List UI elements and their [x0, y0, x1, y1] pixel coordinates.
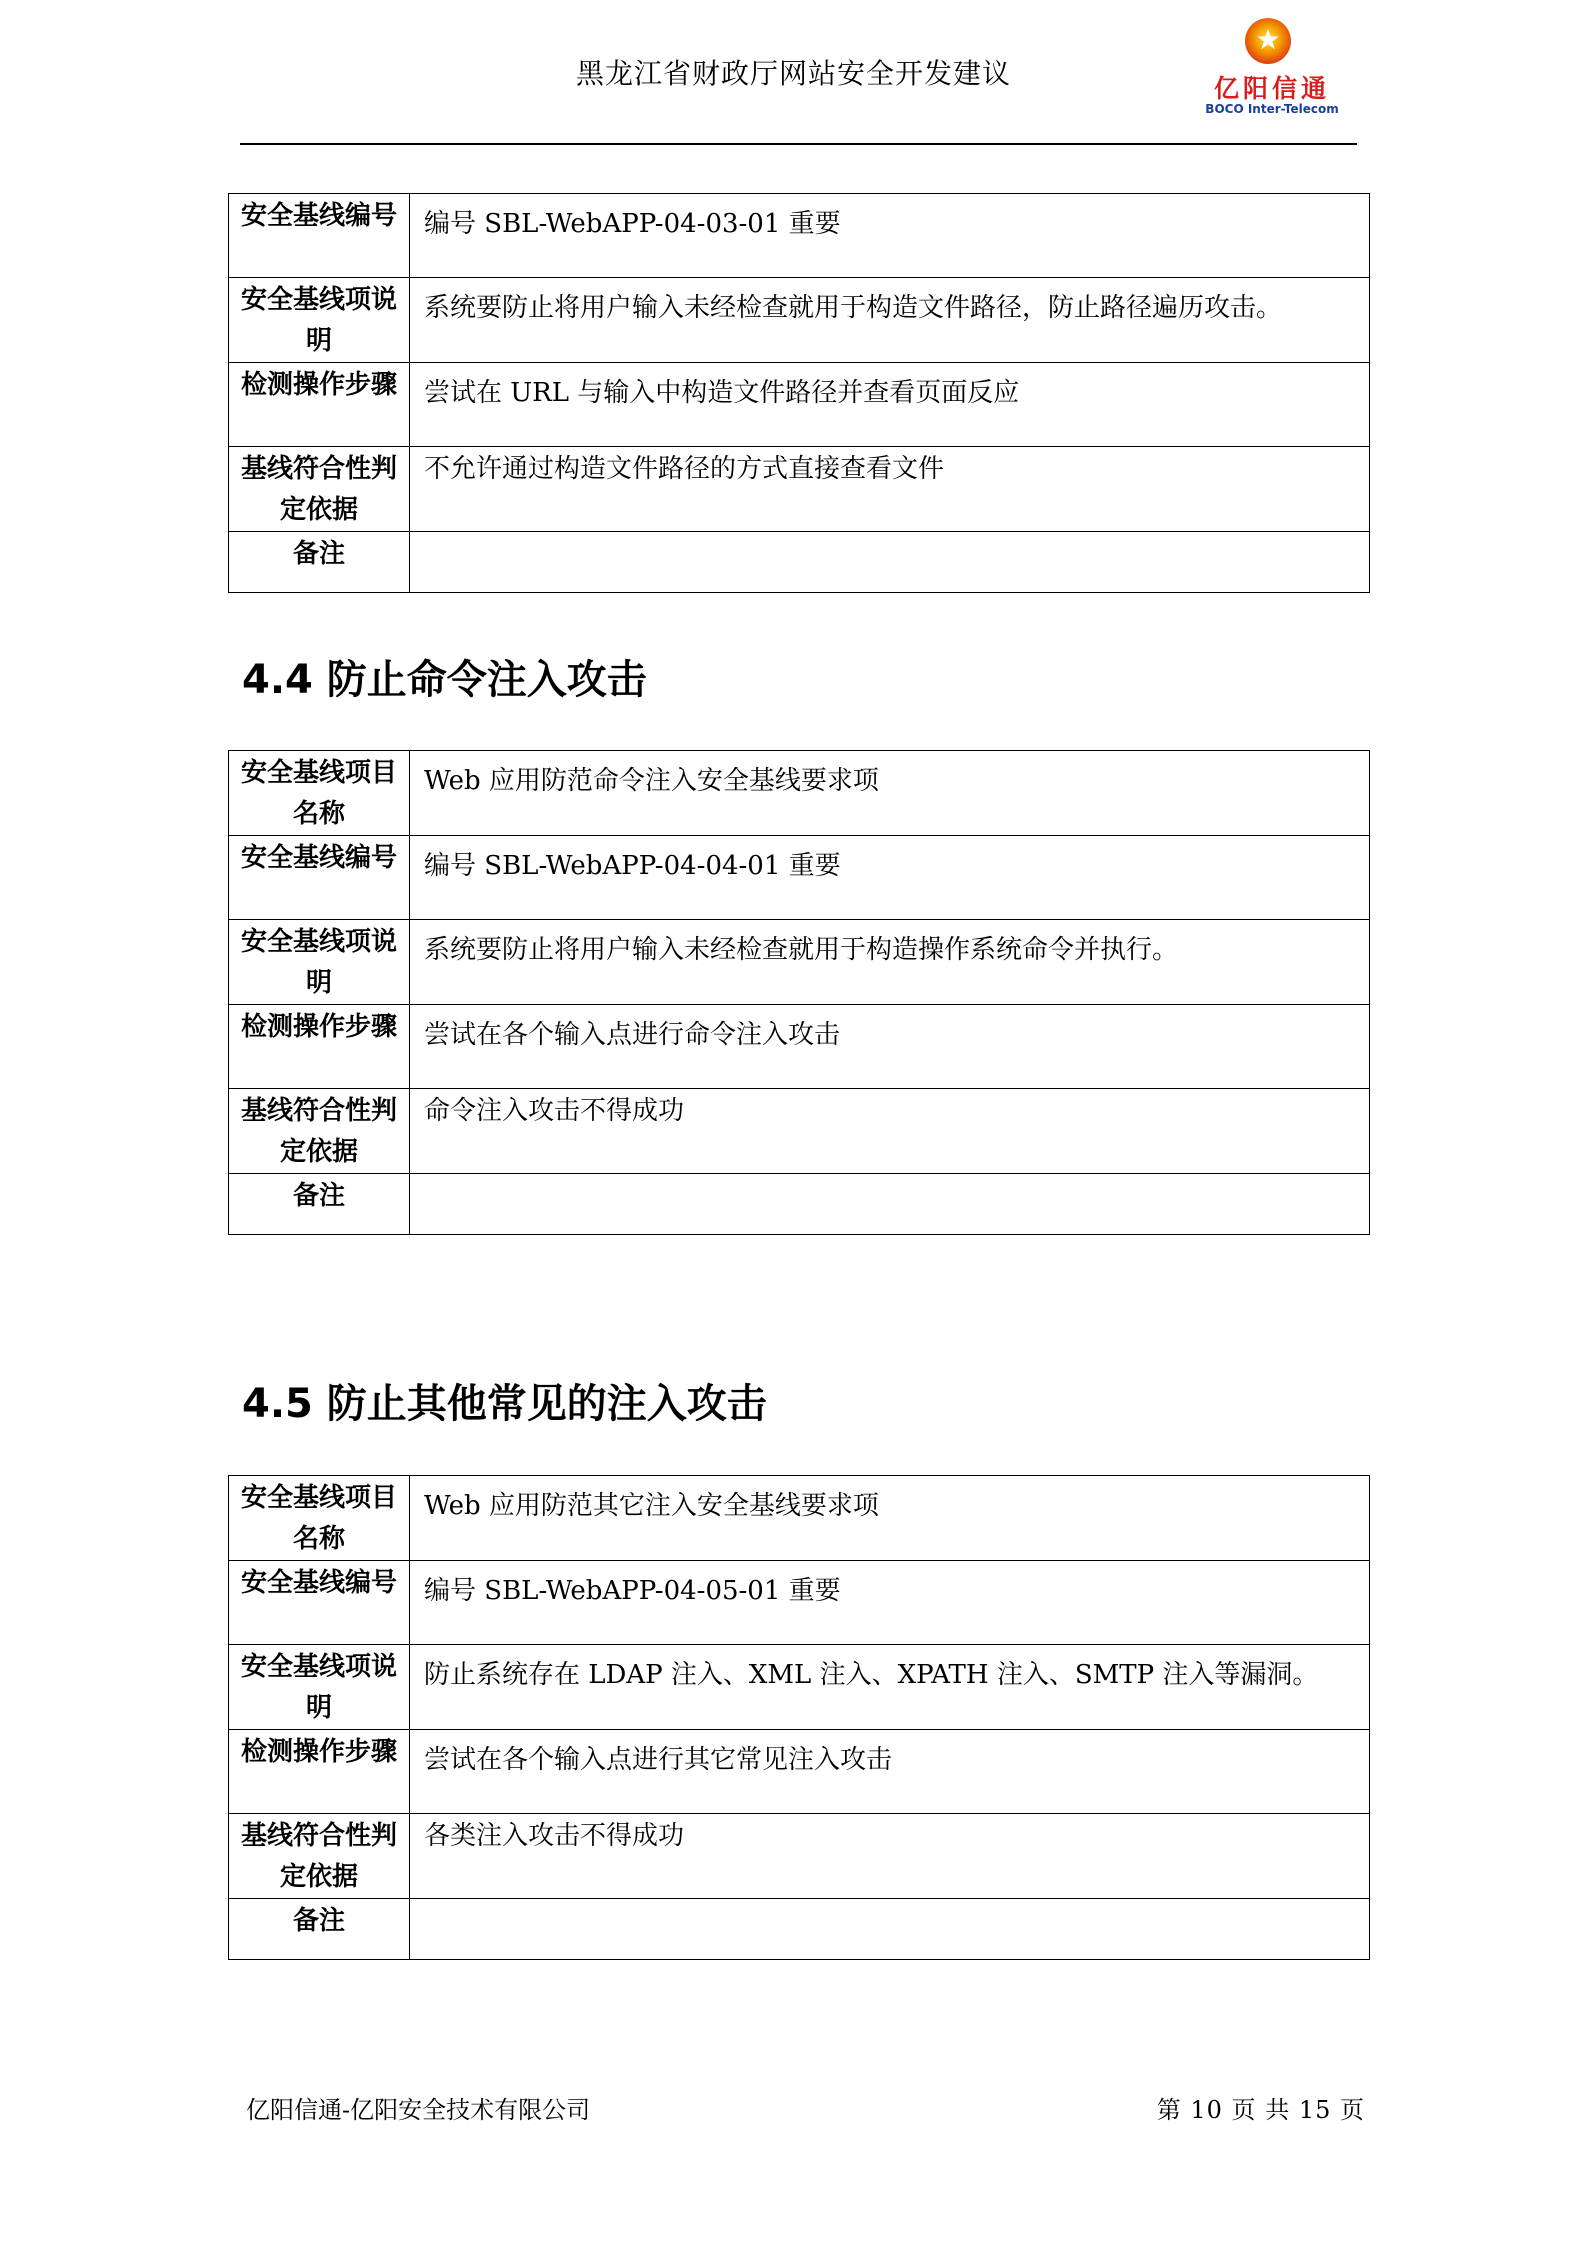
logo-star-emblem-icon: ★ — [1245, 18, 1291, 64]
row-label: 安全基线项说明 — [229, 278, 410, 363]
table-row — [229, 1645, 1370, 1730]
row-value: 编号 SBL-WebAPP-04-03-01 重要 — [410, 194, 1370, 278]
row-label: 安全基线项目名称 — [229, 1476, 410, 1561]
section-heading-4-5: 4.5 防止其他常见的注入攻击 — [242, 1381, 767, 1427]
row-label: 检测操作步骤 — [229, 1005, 410, 1089]
baseline-table-path-traversal — [228, 193, 1370, 593]
footer-page-number: 第 10 页 共 15 页 — [1156, 2096, 1365, 2124]
row-value: 尝试在 URL 与输入中构造文件路径并查看页面反应 — [410, 363, 1370, 447]
row-label: 基线符合性判定依据 — [229, 447, 410, 532]
table-row — [229, 1476, 1370, 1561]
table-row — [229, 1730, 1370, 1814]
company-logo — [1195, 12, 1345, 122]
row-label: 备注 — [229, 1174, 410, 1235]
row-value: 编号 SBL-WebAPP-04-05-01 重要 — [410, 1561, 1370, 1645]
row-value: 尝试在各个输入点进行其它常见注入攻击 — [410, 1730, 1370, 1814]
table-row — [229, 1005, 1370, 1089]
table-row — [229, 363, 1370, 447]
baseline-table-command-injection — [228, 750, 1370, 1235]
row-value: 各类注入攻击不得成功 — [410, 1814, 1370, 1899]
footer-company: 亿阳信通-亿阳安全技术有限公司 — [246, 2096, 591, 2124]
row-value: 系统要防止将用户输入未经检查就用于构造操作系统命令并执行。 — [410, 920, 1370, 1005]
row-value: 不允许通过构造文件路径的方式直接查看文件 — [410, 447, 1370, 532]
row-label: 基线符合性判定依据 — [229, 1814, 410, 1899]
table-row — [229, 447, 1370, 532]
row-label: 备注 — [229, 1899, 410, 1960]
row-value: 命令注入攻击不得成功 — [410, 1089, 1370, 1174]
table-row — [229, 1561, 1370, 1645]
logo-text-en: BOCO Inter-Telecom — [1205, 102, 1339, 116]
row-value: 防止系统存在 LDAP 注入、XML 注入、XPATH 注入、SMTP 注入等漏洞。 — [410, 1645, 1370, 1730]
row-label: 检测操作步骤 — [229, 1730, 410, 1814]
row-value: 编号 SBL-WebAPP-04-04-01 重要 — [410, 836, 1370, 920]
row-value: 尝试在各个输入点进行命令注入攻击 — [410, 1005, 1370, 1089]
row-value — [410, 1899, 1370, 1960]
row-label: 安全基线编号 — [229, 194, 410, 278]
row-label: 安全基线项说明 — [229, 920, 410, 1005]
logo-text-cn: 亿阳信通 — [1213, 74, 1330, 103]
header-divider — [240, 143, 1357, 145]
table-row — [229, 1814, 1370, 1899]
table-row — [229, 1174, 1370, 1235]
row-label: 安全基线编号 — [229, 836, 410, 920]
row-label: 安全基线编号 — [229, 1561, 410, 1645]
table-row — [229, 751, 1370, 836]
row-value: Web 应用防范命令注入安全基线要求项 — [410, 751, 1370, 836]
row-value: 系统要防止将用户输入未经检查就用于构造文件路径，防止路径遍历攻击。 — [410, 278, 1370, 363]
document-header-title: 黑龙江省财政厅网站安全开发建议 — [575, 57, 1011, 90]
table-row — [229, 278, 1370, 363]
table-row — [229, 920, 1370, 1005]
table-row — [229, 836, 1370, 920]
row-value: Web 应用防范其它注入安全基线要求项 — [410, 1476, 1370, 1561]
row-value — [410, 1174, 1370, 1235]
table-row — [229, 194, 1370, 278]
row-label: 检测操作步骤 — [229, 363, 410, 447]
row-label: 备注 — [229, 532, 410, 593]
baseline-table-other-injection — [228, 1475, 1370, 1960]
table-row — [229, 532, 1370, 593]
section-heading-4-4: 4.4 防止命令注入攻击 — [242, 657, 647, 703]
row-label: 安全基线项说明 — [229, 1645, 410, 1730]
row-value — [410, 532, 1370, 593]
row-label: 基线符合性判定依据 — [229, 1089, 410, 1174]
table-row — [229, 1089, 1370, 1174]
row-label: 安全基线项目名称 — [229, 751, 410, 836]
table-row — [229, 1899, 1370, 1960]
